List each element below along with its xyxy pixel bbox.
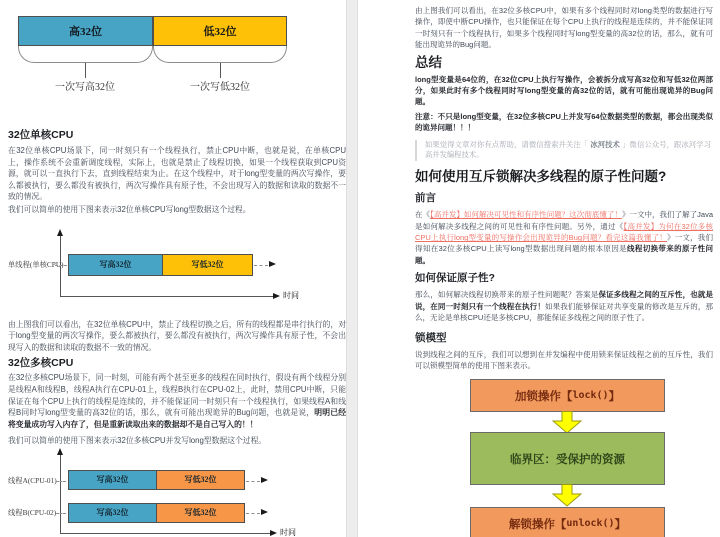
link-visibility-ordering-article[interactable]: 【高并发】如何解决可见性和有序性问题？这次彻底懂了！ xyxy=(430,210,622,220)
write-high-segment: 写高32位 xyxy=(68,254,163,276)
bar-continue-arrow-icon xyxy=(269,261,276,267)
thread-a-row-label: 线程A(CPU-01) xyxy=(8,475,57,485)
thread-a-bar xyxy=(68,470,245,490)
y-axis-arrow-icon xyxy=(57,448,63,455)
lock-code-text: lock() xyxy=(572,390,609,402)
caption-write-high: 一次写高32位 xyxy=(55,82,115,93)
dashed-connector-right-a xyxy=(246,481,260,482)
wechat-follow-quote xyxy=(415,140,711,162)
brace-tick-low xyxy=(220,63,221,78)
link-long-write-bug-article[interactable]: 【高并发】为何在32位多核CPU上执行long型变量的写操作会出现诡异的Bug问题？看完这篇我懂了！ xyxy=(415,221,714,243)
critical-section-box xyxy=(470,432,665,485)
lock-box-text-end: 】 xyxy=(608,390,621,403)
unlock-operation-box xyxy=(470,507,665,537)
dashed-connector-left xyxy=(55,265,67,266)
heading-single-core-cpu: 32位单核CPU xyxy=(8,129,74,141)
write-low-segment-b: 写低32位 xyxy=(157,503,245,523)
preface-text-1: 在《 xyxy=(415,210,431,220)
low-32bits-label: 低32位 xyxy=(203,26,237,38)
paragraph-note-bold: 注意：不只是long型变量，在32位多核CPU上并发写64位数据类型的数据，都会出现类似的诡异问题！！！ xyxy=(415,111,713,133)
paragraph-multi-core-text: 在32位多核CPU场景下，同一时刻，可能有两个甚至更多的线程在同时执行，假设有两个线程分别是线程A和线程B，线程A执行在CPU-01上，线程B执行在CPU-02上，此时，禁用CPU中断，只能保证在每个CPU上执行的线程是连续的，并不能保证同一时刻只有一个线程执行，如果线程A和线程B同时写long型变量的高32位的话，那么，就有可能出现诡异的Bug问题，也就是说， xyxy=(8,373,346,418)
brace-tick-high xyxy=(85,63,86,78)
paragraph-summary-bold: long型变量是64位的，在32位CPU上执行写操作，会被拆分成写高32位和写低32位两部分，如果此时有多个线程同时写long型变量的高32位的话，就有可能出现诡异的Bug问题。 xyxy=(415,74,713,107)
write-high-segment-a: 写高32位 xyxy=(68,470,157,490)
dashed-connector-left-a xyxy=(56,481,66,482)
time-axis-label: 时间 xyxy=(283,290,299,300)
bar-continue-arrow-b-icon xyxy=(261,509,268,515)
quote-text-a: 如果觉得文章对你有点帮助，请微信搜索并关注「 xyxy=(425,139,591,149)
unlock-box-text: 解锁操作【 xyxy=(508,518,567,531)
down-arrow-icon xyxy=(552,411,582,434)
heading-preface: 前言 xyxy=(415,192,436,205)
heading-multi-core-cpu: 32位多核CPU xyxy=(8,357,74,370)
quote-account-name: 冰河技术 xyxy=(590,139,620,149)
paragraph-multicore-conclusion: 由上图我们可以看出，在32位多核CPU中，如果有多个线程同时对long类型的数据进行写操作，即使中断CPU操作，也只能保证在每个CPU上执行的线程是连续的，并不能保证同一时刻只有一个线程执行，如果多个线程同时写long型变量的高32位的话，那么，就有可能出现诡异的Bug问题。 xyxy=(415,6,713,50)
bar-continue-arrow-a-icon xyxy=(261,477,268,483)
single-core-timeline-diagram xyxy=(8,216,346,319)
quote-text-c: 」微信公众号，跟冰河学习高并发编程技术。 xyxy=(425,139,712,160)
thread-b-row-label: 线程B(CPU-02) xyxy=(8,507,57,517)
x-axis xyxy=(60,296,273,297)
unlock-code-text: unlock() xyxy=(566,518,615,530)
paragraph-atomicity xyxy=(415,289,713,323)
dashed-connector-left-b xyxy=(56,513,66,514)
atomicity-text-2: 如果我们能够保证对共享变量的修改是互斥的，那么，无论是单核CPU还是多核CPU，都能保证多线程之间的原子性了。 xyxy=(415,301,714,323)
time-axis-label: 时间 xyxy=(280,527,296,537)
high-low-bits-diagram xyxy=(8,0,346,123)
x-axis xyxy=(60,533,270,534)
page-left xyxy=(0,0,346,537)
y-axis xyxy=(60,455,61,533)
thread-b-bar xyxy=(68,503,245,523)
brace-under-high xyxy=(18,46,153,63)
x-axis-arrow-icon xyxy=(270,530,277,536)
y-axis-arrow-icon xyxy=(57,229,63,236)
high-32bits-box xyxy=(18,16,153,46)
paragraph-multi-core-intro-figure: 我们可以简单的使用下图来表示32位多核CPU并发写long型数据这个过程。 xyxy=(8,436,267,446)
dashed-connector-right-b xyxy=(246,513,260,514)
page-right xyxy=(358,0,720,537)
heading-summary: 总结 xyxy=(415,54,442,70)
paragraph-lock-model: 说到线程之间的互斥，我们可以想到在并发编程中使用锁来保证线程之前的互斥性，我们可以锁模型简单的使用下图来表示。 xyxy=(415,349,713,370)
lock-box-text: 加锁操作【 xyxy=(514,390,573,403)
atomicity-text-1: 那么，如何解决线程切换带来的原子性问题呢？答案是 xyxy=(415,290,599,300)
critical-section-text: 临界区：受保护的资源 xyxy=(510,453,625,466)
x-axis-arrow-icon xyxy=(273,293,280,299)
low-32bits-box xyxy=(153,16,287,46)
single-thread-bar xyxy=(68,254,253,276)
paragraph-single-core: 在32位单核CPU场景下，同一时刻只有一个线程执行，禁止CPU中断，也就是说，在单核CPU上，操作系统不会重新调度线程，实际上，也就是禁止了线程切换，如果一个线程获取到CPU资源，就可以一直执行下去，直到线程结束为止。在这个线程中，对于long型变量的两次写操作，要么都被执行，要么都没有被执行，两次写操作具有原子性，不会出现写入的数据和读取的数据不一致的情况。 xyxy=(8,146,346,202)
paragraph-preface xyxy=(415,209,713,266)
lock-operation-box xyxy=(470,379,665,412)
unlock-box-text-end: 】 xyxy=(614,518,627,531)
preface-text-2: 》一文中，我们了解了Java是如何解决多线程之间的可见性和有序性问题。另外，通过《 xyxy=(415,210,714,231)
down-arrow-icon xyxy=(552,484,582,507)
multi-core-timeline-diagram xyxy=(8,447,346,537)
paragraph-multi-core-bold: 明明已经将变量成功写入内存了，但是重新读取出来的数据却不是自己写入的！！ xyxy=(8,408,347,429)
paragraph-multi-core xyxy=(8,372,346,430)
single-thread-row-label: 单线程(单核CPU) xyxy=(8,259,64,269)
paragraph-single-core-conclusion: 由上图我们可以看出，在32位单核CPU中，禁止了线程切换之后，所有的线程都是串行执行的，对于long型变量的两次写操作，要么都被执行，要么都没有被执行，两次写操作具有原子性，不会出现写入的数据和读取的数据不一致的情况。 xyxy=(8,319,346,352)
heading-how-to-guarantee-atomicity: 如何保证原子性? xyxy=(415,272,495,285)
write-low-segment-a: 写低32位 xyxy=(157,470,245,490)
atomicity-bold: 保证多线程之间的互斥性，也就是说，在同一时刻只有一个线程在执行！ xyxy=(415,290,714,311)
write-high-segment-b: 写高32位 xyxy=(68,503,157,523)
page-gap-divider xyxy=(346,0,358,537)
dashed-connector-right xyxy=(254,265,268,266)
preface-bold-conclusion: 线程切换带来的原子性问题。 xyxy=(415,244,713,265)
heading-mutex-article-title: 如何使用互斥锁解决多线程的原子性问题? xyxy=(415,169,667,185)
write-low-segment: 写低32位 xyxy=(163,254,253,276)
lock-model-flowchart xyxy=(415,379,713,537)
caption-write-low: 一次写低32位 xyxy=(190,82,250,93)
preface-text-3: 》一文，我们得知在32位多核CPU上读写long型数据出现问题的根本原因是 xyxy=(415,233,714,254)
high-32bits-label: 高32位 xyxy=(69,26,102,38)
brace-under-low xyxy=(153,46,287,63)
heading-lock-model: 锁模型 xyxy=(415,331,447,344)
paragraph-single-core-intro-figure: 我们可以简单的使用下图来表示32位单核CPU写long型数据这个过程。 xyxy=(8,204,251,214)
